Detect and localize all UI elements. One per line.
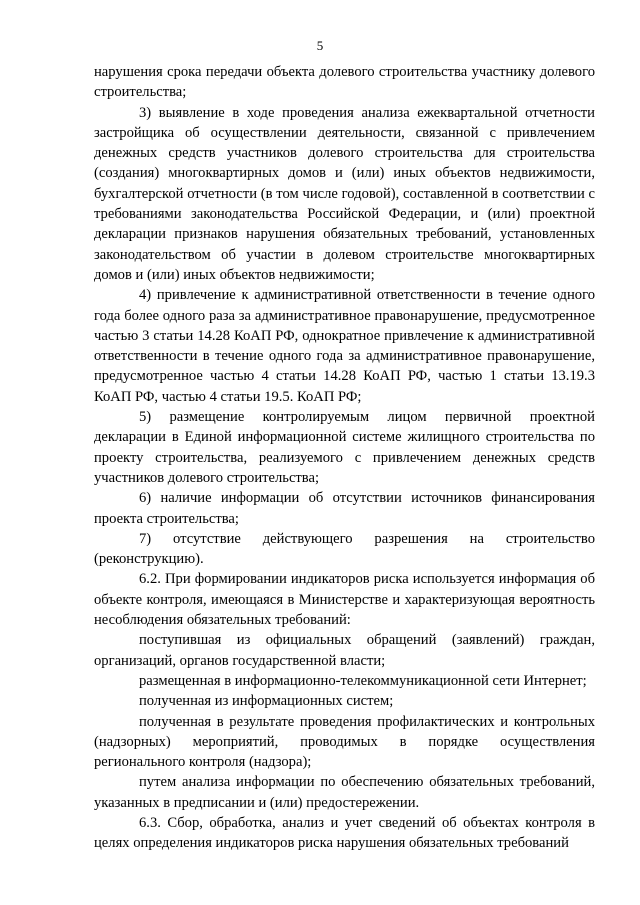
- paragraph-item-7: 7) отсутствие действующего разрешения на строительство (реконструкцию).: [94, 530, 595, 568]
- paragraph-item-4: 4) привлечение к административной ответственности в течение одного года более одного раза за административное правонарушение, предусмотренное частью 3 статьи 14.28 КоАП РФ, однократное привлечение к административной ответственности в течение одного года за административное правонарушение, предусмотренное частью 4 статьи 14.28 КоАП РФ, частью 1 статьи 13.19.3 КоАП РФ, частью 4 статьи 19.5. КоАП РФ;: [94, 287, 595, 405]
- paragraph-item-3: 3) выявление в ходе проведения анализа ежеквартальной отчетности застройщика об осуществлении деятельности, связанной с привлечением денежных средств участников долевого строительства для строительства (создания) многоквартирных домов и (или) иных объектов недвижимости, бухгалтерской отчетности (в том числе годовой), составленной в соответствии с требованиями законодательства Российской Федерации, и (или) проектной декларации признаков нарушения обязательных требований, установленных законодательством об участии в долевом строительстве многоквартирных домов и (или) иных объектов недвижимости;: [94, 104, 595, 283]
- paragraph-section-6-2: 6.2. При формировании индикаторов риска используется информация об объекте контроля, имеющаяся в Министерстве и характеризующая вероятность несоблюдения обязательных требований:: [94, 571, 595, 629]
- paragraph-source-internet: размещенная в информационно-телекоммуникационной сети Интернет;: [139, 672, 587, 689]
- paragraph-item-5: 5) размещение контролируемым лицом первичной проектной декларации в Единой информационной системе жилищного строительства по проекту строительства, реализуемого с привлечением денежных средств участников долевого строительства;: [94, 409, 595, 486]
- document-body: [94, 62, 595, 854]
- paragraph-source-info-systems: полученная из информационных систем;: [139, 693, 394, 710]
- paragraph-source-control-measures: полученная в результате проведения профилактических и контрольных (надзорных) мероприятий, проводимых в порядке осуществления регионального контроля (надзора);: [94, 713, 595, 771]
- page-number: 5: [316, 38, 324, 53]
- paragraph-continuation: нарушения срока передачи объекта долевого строительства участнику долевого строительства;: [94, 64, 595, 101]
- paragraph-source-analysis: путем анализа информации по обеспечению обязательных требований, указанных в предписании и (или) предостережении.: [94, 774, 595, 811]
- paragraph-section-6-3: 6.3. Сбор, обработка, анализ и учет сведений об объектах контроля в целях определения индикаторов риска нарушения обязательных требований: [94, 814, 595, 852]
- paragraph-item-6: 6) наличие информации об отсутствии источников финансирования проекта строительства;: [94, 490, 595, 527]
- paragraph-source-appeals: поступившая из официальных обращений (заявлений) граждан, организаций, органов государственной власти;: [94, 632, 595, 669]
